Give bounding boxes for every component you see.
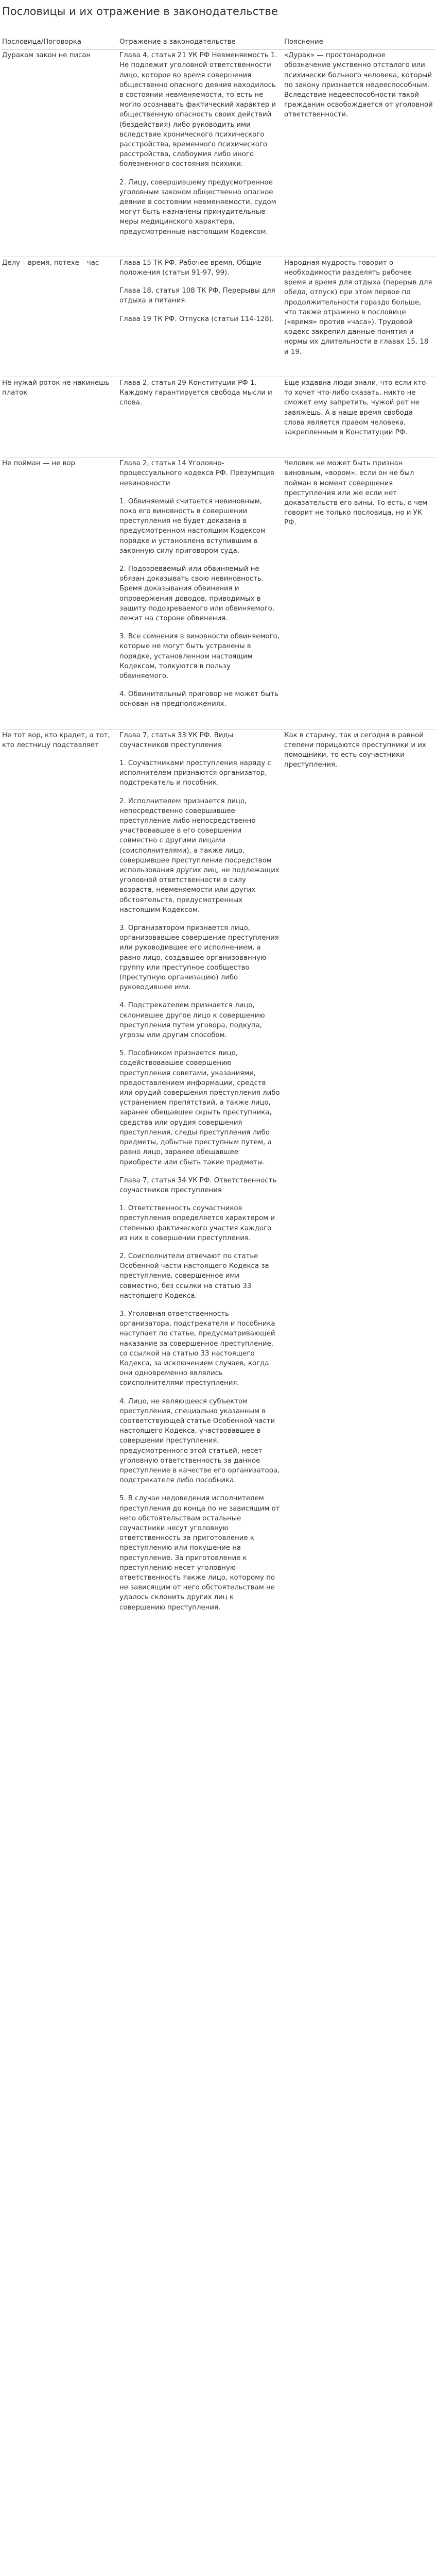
note-paragraph: «Дурак» — простонародное обозначение умственно отсталого или психически больного человека, который по закону признается недееспособным. Вследствие недееспособности такой гражданин освобождается от уголовной ответственности. xyxy=(284,52,433,119)
note-cell xyxy=(284,729,436,1632)
note-paragraph: Еще издавна люди знали, что если кто-то хочет что-либо сказать, никто не сможет ему запретить, чужой рот не завяжешь. А в наше время свобода слова является правом человека, закрепленным в Конституции РФ. xyxy=(284,379,429,436)
law-paragraph: Глава 2, статья 14 Уголовно-процессуального кодекса РФ. Презумпция невиновности xyxy=(119,460,274,487)
law-paragraph: 2. Подозреваемый или обвиняемый не обязан доказывать свою невиновность. Бремя доказывания обвинения и опровержения доводов, приводимых в защиту подозреваемого или обвиняемого, лежит на стороне обвинения. xyxy=(119,565,274,622)
law-paragraph: 4. Подстрекателем признается лицо, склонившее другое лицо к совершению преступления путем уговора, подкупа, угрозы или другим способом. xyxy=(119,1002,265,1040)
table-row xyxy=(2,729,436,1632)
law-paragraph: 3. Уголовная ответственность организатора, подстрекателя и пособника наступает по статье, предусматривающей наказание за совершенное преступление, со ссылкой на статью 33 настоящего Кодекса, за исключением случаев, когда они одновременно являлись соисполнителями преступления. xyxy=(119,1310,275,1387)
law-paragraph: Глава 7, статья 34 УК РФ. Ответственность соучастников преступления xyxy=(119,1176,277,1194)
law-paragraph: Глава 2, статья 29 Конституции РФ 1. Каждому гарантируется свобода мысли и слова. xyxy=(119,379,272,407)
table-row xyxy=(2,49,436,257)
proverb-cell: Не пойман — не вор xyxy=(2,457,119,729)
law-paragraph: Глава 4, статья 21 УК РФ Невменяемость 1. Не подлежит уголовной ответственности лицо, которое во время совершения общественно опасного деяния находилось в состоянии невменяемости, то есть не могло осознавать фактический характер и общественную опасность своих действий (бездействия) либо руководить ими вследствие хронического психического расстройства, временного психического расстройства, слабоумия либо иного болезненного состояния психики. xyxy=(119,52,277,168)
law-paragraph: Глава 7, статья 33 УК РФ. Виды соучастников преступления xyxy=(119,731,234,749)
law-paragraph: 3. Все сомнения в виновности обвиняемого, которые не могут быть устранены в порядке, установленном настоящим Кодексом, толкуются в пользу обвиняемого. xyxy=(119,633,280,680)
note-paragraph: Народная мудрость говорит о необходимости разделять рабочее время и время для отдыха (перерыв для обеда, отпуск) при этом первое по продолжительности гораздо больше, что также отражено в пословице («время» против «часа»). Трудовой кодекс закрепил данные понятия и нормы их длительности в главах 15, 18 и 19. xyxy=(284,259,432,356)
table-header-row xyxy=(2,37,436,49)
law-paragraph: 1. Ответственность соучастников преступления определяется характером и степенью фактического участия каждого из них в совершении преступления. xyxy=(119,1205,275,1242)
proverb-cell: Не нужай роток не накинешь платок xyxy=(2,377,119,457)
law-paragraph: 2. Лицу, совершившему предусмотренное уголовным законом общественно опасное деяние в состоянии невменяемости, судом могут быть назначены принудительные меры медицинского характера, предусмотренные настоящим Кодексом. xyxy=(119,178,276,236)
page-title: Пословицы и их отражение в законодательстве xyxy=(2,5,278,18)
note-cell xyxy=(284,457,436,729)
law-cell xyxy=(119,457,284,729)
header-proverb: Пословица/Поговорка xyxy=(2,37,119,49)
law-paragraph: 2. Соисполнители отвечают по статье Особенной части настоящего Кодекса за преступление, совершенное ими совместно, без ссылки на статью 33 настоящего Кодекса. xyxy=(119,1252,269,1300)
law-cell xyxy=(119,49,284,257)
law-paragraph: Глава 18, статья 108 ТК РФ. Перерывы для отдыха и питания. xyxy=(119,287,275,305)
law-paragraph: 5. Пособником признается лицо, содействовавшее совершению преступления советами, указаниями, предоставлением информации, средств или орудий совершения преступления либо устранением препятствий, а также лицо, заранее обещавшее скрыть преступника, средства или орудия совершения преступления, следы преступления либо предметы, добытые преступным путем, а равно лицо, заранее обещавшее приобрести или сбыть такие предметы. xyxy=(119,1049,280,1166)
header-note: Пояснение xyxy=(284,37,436,49)
law-cell xyxy=(119,257,284,377)
law-paragraph: 4. Лицо, не являющееся субъектом преступления, специально указанным в соответствующей статье Особенной части настоящего Кодекса, участвовавшее в совершении преступления, предусмотренного этой статьей, несет уголовную ответственность за данное преступление в качестве его организатора, подстрекателя либо пособника. xyxy=(119,1397,280,1485)
header-law: Отражение в законодательстве xyxy=(119,37,284,49)
law-paragraph: 1. Соучастниками преступления наряду с исполнителем признаются организатор, подстрекатель и пособник. xyxy=(119,759,271,787)
law-paragraph: 1. Обвиняемый считается невиновным, пока его виновность в совершении преступления не будет доказана в предусмотренном настоящим Кодексом порядке и установлена вступившим в законную силу приговором суда. xyxy=(119,497,266,555)
law-paragraph: 4. Обвинительный приговор не может быть основан на предположениях. xyxy=(119,690,278,708)
law-paragraph: Глава 19 ТК РФ. Отпуска (статьи 114-128). xyxy=(119,315,274,323)
proverb-cell: Не тот вор, кто крадет, а тот, кто лестницу подставляет xyxy=(2,729,119,1632)
law-paragraph: 5. В случае недоведения исполнителем преступления до конца по не зависящим от него обстоятельствам остальные соучастники несут уголовную ответственность за приготовление к преступлению или покушение на преступление. За приготовление к преступлению несет уголовную ответственность также лицо, которому по не зависящим от него обстоятельствам не удалось склонить других лиц к совершению преступления. xyxy=(119,1495,280,1612)
proverbs-table xyxy=(2,37,436,1632)
note-cell xyxy=(284,377,436,457)
law-cell xyxy=(119,377,284,457)
law-cell xyxy=(119,729,284,1632)
law-paragraph: 2. Исполнителем признается лицо, непосредственно совершившее преступление либо непосредственно участвовавшее в его совершении совместно с другими лицами (соисполнителями), а также лицо, совершившее преступление посредством использования других лиц, не подлежащих уголовной ответственности в силу возраста, невменяемости или других обстоятельств, предусмотренных настоящим Кодексом. xyxy=(119,797,280,914)
proverb-cell: Дуракам закон не писан xyxy=(2,52,91,60)
law-paragraph: 3. Организатором признается лицо, организовавшее совершение преступления или руководившее его исполнением, а равно лицо, создавшее организованную группу или преступное сообщество (преступную организацию) либо руководившее ими. xyxy=(119,924,279,992)
proverb-cell: Делу – время, потехе – час xyxy=(2,257,119,377)
note-paragraph: Человек не может быть признан виновным, «вором», если он не был пойман в момент совершения преступления или же если нет доказательств его вины. То есть, о чем говорит не только пословица, но и УК РФ. xyxy=(284,460,428,527)
note-cell xyxy=(284,257,436,377)
note-paragraph: Как в старину, так и сегодня в равной степени порицаются преступники и их помощники, то есть соучастники преступления. xyxy=(284,731,426,769)
table-row xyxy=(2,457,436,729)
law-paragraph: Глава 15 ТК РФ. Рабочее время. Общие положения (статьи 91-97, 99). xyxy=(119,259,261,277)
table-row xyxy=(2,377,436,457)
table-body xyxy=(2,49,436,1632)
note-cell xyxy=(284,49,436,257)
table-row xyxy=(2,257,436,377)
